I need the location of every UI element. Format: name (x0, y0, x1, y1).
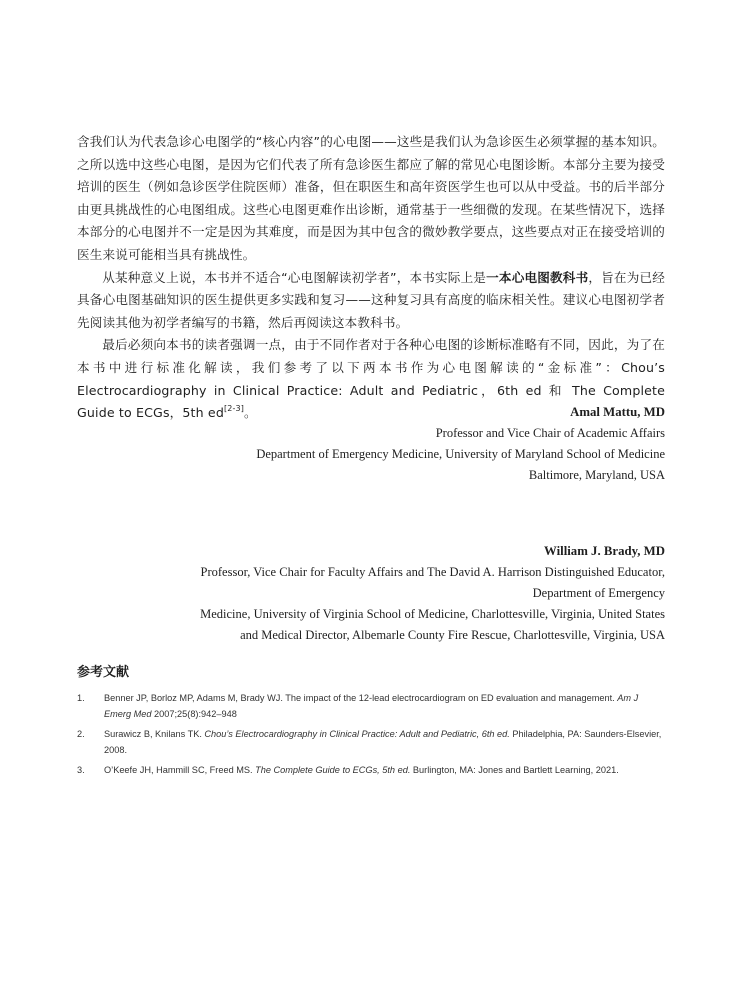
reference-authors: Surawicz B, Knilans TK. (104, 729, 205, 739)
author-department: Department of Emergency (532, 586, 665, 600)
author-name: Amal Mattu, MD (570, 405, 665, 419)
reference-item (77, 690, 665, 722)
reference-details: 2007;25(8):942–948 (151, 709, 237, 719)
reference-number: 2. (77, 729, 85, 739)
reference-number: 3. (77, 765, 85, 775)
signature-mattu (256, 402, 665, 486)
reference-authors: Benner JP, Borloz MP, Adams M, Brady WJ. The impact of the 12-lead electrocardiogram on ED evaluation and management. (104, 693, 618, 703)
reference-source: The Complete Guide to ECGs, 5th ed. (255, 765, 411, 775)
reference-number: 1. (77, 693, 85, 703)
author-title: Professor and Vice Chair of Academic Affairs (435, 426, 665, 440)
paragraph-2-text-b: ，旨在为已经具备心电图基础知识的医生提供更多实践和复习——这种复习具有高度的临床相关性。建议心电图初学者先阅读其他为初学者编写的书籍，然后再阅读这本教科书。 (77, 269, 665, 330)
references-title: 参考文献 (77, 665, 130, 680)
reference-text (104, 690, 665, 722)
reference-authors: O’Keefe JH, Hammill SC, Freed MS. (104, 765, 256, 775)
signature-brady (200, 541, 665, 646)
author-title: Professor, Vice Chair for Faculty Affairs and The David A. Harrison Distinguished Educator, (200, 565, 665, 579)
reference-text (104, 762, 665, 778)
author-name: William J. Brady, MD (544, 544, 665, 558)
paragraph-2-text-a: 从某种意义上说，本书并不适合“心电图解读初学者”，本书实际上是 (102, 269, 487, 285)
reference-source: Am J Emerg Med (104, 693, 639, 719)
reference-item (77, 762, 665, 778)
paragraph-3-text: 最后必须向本书的读者强调一点，由于不同作者对于各种心电图的诊断标准略有不同，因此，为了在本书中进行标准化解读，我们参考了以下两本书作为心电图解读的“金标准”：Chou’s Electrocardiography in Clinical Practice: Adult and Pediatric，6th ed 和 The Complete Guide to ECGs，5th ed (77, 337, 665, 421)
author-location: Baltimore, Maryland, USA (528, 468, 665, 482)
paragraph-1: 含我们认为代表急诊心电图学的“核心内容”的心电图——这些是我们认为急诊医生必须掌握的基本知识。之所以选中这些心电图，是因为它们代表了所有急诊医生都应了解的常见心电图诊断。本部分主要为接受培训的医生（例如急诊医学住院医师）准备，但在职医生和高年资医学生也可以从中受益。书的后半部分由更具挑战性的心电图组成。这些心电图更难作出诊断，通常基于一些细微的发现。在某些情况下，选择本部分的心电图并不一定是因为其难度，而是因为其中包含的微妙教学要点，这些要点对正在接受培训的医生来说可能相当具有挑战性。 (77, 134, 665, 262)
references-section (77, 664, 665, 782)
reference-details: Burlington, MA: Jones and Bartlett Learning, 2021. (410, 765, 619, 775)
reference-source: Chou’s Electrocardiography in Clinical Practice: Adult and Pediatric, 6th ed. (204, 729, 510, 739)
author-affiliation-2: and Medical Director, Albemarle County Fire Rescue, Charlottesville, Virginia, USA (240, 628, 665, 642)
author-affiliation: Medicine, University of Virginia School of Medicine, Charlottesville, Virginia, United States (200, 607, 665, 621)
reference-details: Philadelphia, PA: Saunders-Elsevier, 2008. (104, 729, 662, 755)
paragraph-2-bold: 一本心电图教科书 (486, 269, 589, 285)
body-text (77, 131, 665, 425)
reference-item (77, 726, 665, 758)
paragraph-2 (77, 267, 665, 335)
reference-text (104, 726, 665, 758)
citation-superscript: [2-3] (223, 404, 245, 414)
paragraph-3-end: 。 (244, 405, 257, 421)
author-department: Department of Emergency Medicine, University of Maryland School of Medicine (256, 447, 665, 461)
